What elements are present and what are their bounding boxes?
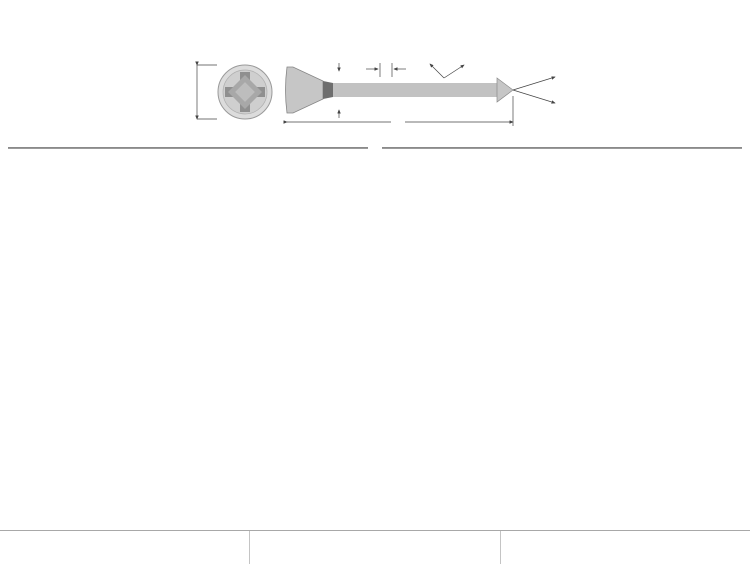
col-pack-qty xyxy=(588,132,640,140)
feature-corrosion-protection xyxy=(500,531,750,564)
col-head-diameter xyxy=(76,132,122,140)
zubr-arrow-icon xyxy=(69,18,103,52)
brand-logo xyxy=(15,12,165,58)
col-diameter xyxy=(382,132,418,140)
table-body-right xyxy=(382,148,742,149)
table-header xyxy=(382,124,742,148)
col-diameter xyxy=(8,132,44,140)
screw-technical-drawing xyxy=(183,52,693,130)
col-thread-pitch xyxy=(168,132,214,140)
col-length xyxy=(418,132,450,140)
col-thread-diameter xyxy=(122,132,168,140)
col-head-diameter xyxy=(450,132,496,140)
col-pack-qty xyxy=(214,132,266,140)
col-length xyxy=(44,132,76,140)
table-header xyxy=(8,124,368,148)
col-thread-pitch xyxy=(542,132,588,140)
table-body-left xyxy=(8,148,368,149)
spec-table-right xyxy=(382,124,742,149)
spec-table-left xyxy=(8,124,368,149)
feature-double-countersunk-head xyxy=(0,531,249,564)
screw-side-view xyxy=(286,67,514,113)
col-thread-diameter xyxy=(496,132,542,140)
feature-hardened-carbon-steel xyxy=(249,531,499,564)
spec-tables xyxy=(8,124,742,149)
feature-strip xyxy=(0,530,750,564)
screw-head-front-view xyxy=(218,65,272,119)
